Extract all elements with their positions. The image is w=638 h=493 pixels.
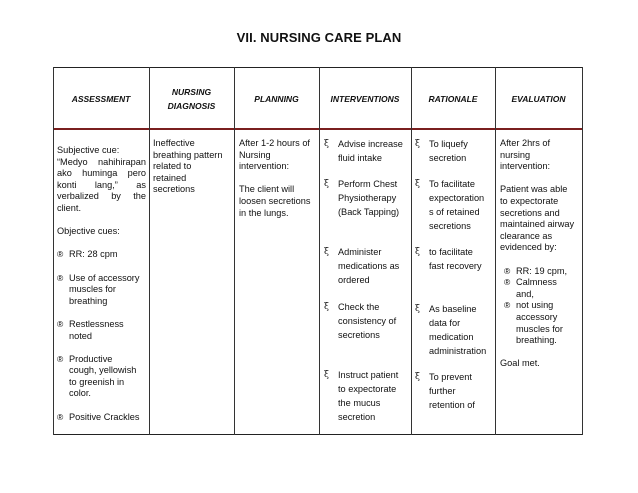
objective-cue: ® Restlessness noted — [57, 318, 124, 341]
objective-label: Objective cues: — [57, 226, 120, 237]
header-evaluation: EVALUATION — [511, 94, 566, 104]
registered-symbol-icon: ® — [504, 277, 511, 288]
rationale-item: ξ To prevent further retention of — [415, 372, 475, 410]
table-bottom-border — [53, 434, 583, 435]
header-planning: PLANNING — [254, 94, 299, 104]
registered-symbol-icon: ® — [504, 265, 511, 276]
registered-symbol-icon: ® — [57, 318, 64, 329]
table-top-border — [53, 67, 583, 68]
rationale-cell — [415, 137, 495, 412]
evaluation-item: ® not using accessory muscles for breathing. — [504, 300, 563, 346]
planning-cell: After 1-2 hours of Nursing intervention: The client will loosen secretions in the lungs. — [239, 138, 311, 218]
xi-bullet-icon: ξ — [324, 247, 329, 257]
objective-cue: ® Productive cough, yellowish to greenish in color. — [57, 353, 137, 399]
xi-bullet-icon: ξ — [324, 139, 329, 149]
col-border — [582, 67, 583, 435]
page-title: VII. NURSING CARE PLAN — [236, 30, 402, 45]
registered-symbol-icon: ® — [57, 249, 64, 260]
xi-bullet-icon: ξ — [415, 179, 420, 189]
header-divider — [53, 128, 583, 130]
subjective-quote-line: ako huminga pero — [57, 168, 146, 179]
registered-symbol-icon: ® — [504, 300, 511, 311]
intervention-item: ξ Advise increase fluid intake — [324, 139, 403, 163]
objective-cue: ® Use of accessory muscles for breathing — [57, 272, 140, 306]
header-interventions: INTERVENTIONS — [330, 94, 400, 104]
header-rationale: RATIONALE — [428, 94, 478, 104]
care-plan-table — [53, 67, 583, 435]
xi-bullet-icon: ξ — [415, 372, 420, 382]
subjective-label: Subjective cue: — [57, 145, 120, 155]
objective-cue: ® Positive Crackles — [57, 411, 140, 422]
subjective-quote-line: konti lang,” as — [57, 179, 146, 190]
assessment-cell — [57, 145, 146, 423]
subjective-quote-line: “Medyo nahihirapan — [57, 156, 146, 167]
intervention-item: ξ Perform Chest Physiotherapy (Back Tapping) — [324, 179, 400, 217]
xi-bullet-icon: ξ — [415, 247, 420, 257]
registered-symbol-icon: ® — [57, 353, 64, 364]
intervention-item: ξ Instruct patient to expectorate the mucus secretion — [324, 370, 399, 422]
xi-bullet-icon: ξ — [415, 139, 420, 149]
diagnosis-cell: Ineffective breathing pattern related to retained secretions — [153, 138, 223, 195]
registered-symbol-icon: ® — [57, 411, 64, 422]
xi-bullet-icon: ξ — [324, 302, 329, 312]
subjective-quote-line: client. — [57, 202, 82, 213]
registered-symbol-icon: ® — [57, 272, 64, 283]
rationale-item: ξ to facilitate fast recovery — [415, 247, 482, 271]
rationale-item: ξ As baseline data for medication administration — [415, 304, 487, 356]
objective-cue: ® RR: 28 cpm — [57, 249, 118, 260]
evaluation-item: ® RR: 19 cpm, — [504, 265, 568, 276]
subjective-quote-line: verbalized by the — [57, 191, 146, 202]
rationale-item: ξ To liquefy secretion — [415, 139, 468, 163]
evaluation-item: ® Calmness and, — [504, 277, 557, 299]
xi-bullet-icon: ξ — [324, 179, 329, 189]
evaluation-cell: After 2hrs of nursing intervention: Patient was able to expectorate secretions and maintained airway clearance as evidenced by: ® RR: 19 cpm, ® Calmness and, ® not using accessory muscles for breathing. Goal met. — [500, 138, 582, 370]
intervention-item: ξ Administer medications as ordered — [324, 247, 400, 285]
header-nursing-diagnosis: NURSING DIAGNOSIS — [167, 87, 216, 111]
xi-bullet-icon: ξ — [324, 370, 329, 380]
interventions-cell — [324, 137, 410, 424]
goal-status: Goal met. — [500, 358, 540, 369]
rationale-item: ξ To facilitate expectoration s of retained secretions — [415, 179, 485, 231]
xi-bullet-icon: ξ — [415, 304, 420, 314]
header-assessment: ASSESSMENT — [71, 94, 131, 104]
intervention-item: ξ Check the consistency of secretions — [324, 302, 397, 340]
